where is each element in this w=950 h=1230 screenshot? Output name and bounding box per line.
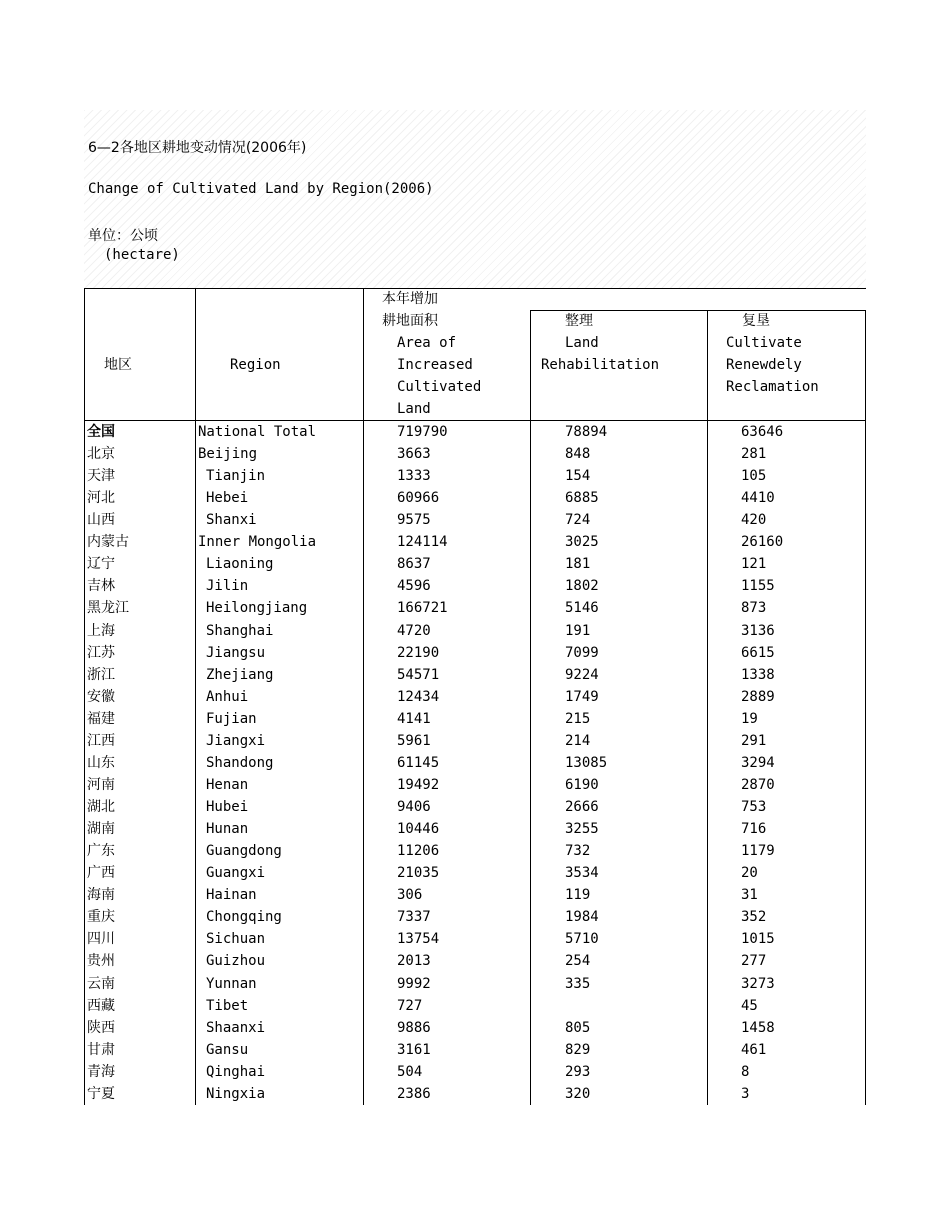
cell-rehab: 191 — [565, 622, 591, 639]
cell-region-en: Shandong — [206, 754, 274, 771]
table-top-border — [84, 288, 866, 289]
cell-recl: 277 — [741, 953, 767, 970]
cell-region-cn: 浙江 — [87, 666, 115, 683]
cell-rehab: 848 — [565, 446, 591, 463]
cell-rehab: 119 — [565, 887, 591, 904]
cell-area: 727 — [397, 997, 423, 1014]
cell-recl: 1155 — [741, 578, 775, 595]
cell-recl: 45 — [741, 997, 758, 1014]
cell-region-en: Yunnan — [206, 975, 257, 992]
cell-rehab: 254 — [565, 953, 591, 970]
cell-region-cn: 广东 — [87, 843, 115, 860]
cell-region-cn: 江苏 — [87, 644, 115, 661]
cell-recl: 1458 — [741, 1019, 775, 1036]
cell-area: 19492 — [397, 776, 440, 793]
cell-rehab: 2666 — [565, 799, 599, 816]
cell-recl: 121 — [741, 556, 767, 573]
cell-region-cn: 贵州 — [87, 953, 115, 970]
cell-region-cn: 重庆 — [87, 909, 115, 926]
cell-area: 54571 — [397, 666, 440, 683]
cell-rehab: 78894 — [565, 424, 608, 440]
cell-area: 3161 — [397, 1041, 431, 1058]
cell-recl: 281 — [741, 446, 767, 463]
cell-region-en: Henan — [206, 776, 249, 793]
cell-rehab: 805 — [565, 1019, 591, 1036]
header-region-cn: 地区 — [104, 357, 132, 373]
cell-area: 11206 — [397, 843, 440, 860]
cell-region-cn: 江西 — [87, 732, 115, 749]
cell-area: 1333 — [397, 468, 431, 485]
cell-region-en: Liaoning — [206, 556, 274, 573]
cell-recl: 1179 — [741, 843, 775, 860]
cell-region-en: Guangdong — [206, 843, 282, 860]
cell-region-en: Hainan — [206, 887, 257, 904]
cell-area: 2386 — [397, 1085, 431, 1102]
cell-rehab: 293 — [565, 1063, 591, 1080]
header-recl-cn: 复垦 — [742, 313, 770, 329]
cell-recl: 19 — [741, 710, 758, 727]
cell-recl: 26160 — [741, 534, 784, 551]
cell-region-en: Shanghai — [206, 622, 274, 639]
cell-rehab: 320 — [565, 1085, 591, 1102]
cell-region-cn: 青海 — [87, 1063, 115, 1080]
cell-rehab: 6885 — [565, 490, 599, 507]
cell-rehab: 154 — [565, 468, 591, 485]
cell-region-en: Inner Mongolia — [198, 534, 317, 551]
cell-recl: 6615 — [741, 644, 775, 661]
cell-recl: 3273 — [741, 975, 775, 992]
cell-recl: 3294 — [741, 754, 775, 771]
cell-recl: 2870 — [741, 776, 775, 793]
cell-area: 9992 — [397, 975, 431, 992]
cell-area: 7337 — [397, 909, 431, 926]
cell-region-cn: 上海 — [87, 622, 115, 639]
cell-region-en: Beijing — [198, 446, 258, 463]
cell-area: 9575 — [397, 512, 431, 529]
header-rehab-en-1: Land — [565, 335, 599, 351]
cell-region-cn: 河北 — [87, 490, 115, 507]
cell-region-cn: 甘肃 — [87, 1041, 115, 1058]
table-subtitle: Change of Cultivated Land by Region(2006) — [88, 181, 434, 197]
cell-rehab: 13085 — [565, 754, 608, 771]
cell-rehab: 7099 — [565, 644, 599, 661]
cell-area: 12434 — [397, 688, 440, 705]
cell-area: 10446 — [397, 821, 440, 838]
cell-region-en: Jilin — [206, 578, 249, 595]
cell-region-en: Shaanxi — [206, 1019, 266, 1036]
cell-recl: 20 — [741, 865, 758, 882]
cell-rehab: 1802 — [565, 578, 599, 595]
cell-region-en: Tibet — [206, 997, 249, 1014]
cell-rehab: 3255 — [565, 821, 599, 838]
cell-rehab: 215 — [565, 710, 591, 727]
header-area-en-4: Land — [397, 401, 431, 417]
cell-recl: 31 — [741, 887, 758, 904]
cell-recl: 1015 — [741, 931, 775, 948]
cell-rehab: 6190 — [565, 776, 599, 793]
cell-area: 4720 — [397, 622, 431, 639]
header-region-en: Region — [230, 357, 281, 373]
cell-region-en: Chongqing — [206, 909, 282, 926]
cell-area: 21035 — [397, 865, 440, 882]
cell-region-en: Jiangsu — [206, 644, 266, 661]
cell-area: 8637 — [397, 556, 431, 573]
cell-area: 2013 — [397, 953, 431, 970]
header-recl-en-2: Renewdely — [726, 357, 802, 373]
cell-area: 4596 — [397, 578, 431, 595]
cell-rehab: 9224 — [565, 666, 599, 683]
cell-recl: 420 — [741, 512, 767, 529]
cell-recl: 2889 — [741, 688, 775, 705]
cell-region-cn: 黑龙江 — [87, 600, 129, 617]
cell-region-en: Qinghai — [206, 1063, 266, 1080]
unit-label-cn: 单位：公顷 — [88, 228, 158, 244]
cell-region-en: Ningxia — [206, 1085, 266, 1102]
cell-recl: 105 — [741, 468, 767, 485]
cell-region-en: National Total — [198, 424, 317, 440]
cell-recl: 461 — [741, 1041, 767, 1058]
cell-area: 13754 — [397, 931, 440, 948]
header-recl-en-3: Reclamation — [726, 379, 819, 395]
cell-region-en: Hebei — [206, 490, 249, 507]
col-border-right — [865, 310, 866, 1105]
cell-area: 5961 — [397, 732, 431, 749]
table-title: 6—2各地区耕地变动情况(2006年) — [88, 140, 307, 156]
cell-region-en: Sichuan — [206, 931, 266, 948]
cell-recl: 3 — [741, 1085, 750, 1102]
cell-region-cn: 四川 — [87, 931, 115, 948]
cell-area: 4141 — [397, 710, 431, 727]
cell-recl: 8 — [741, 1063, 750, 1080]
col-border-left — [84, 288, 85, 1105]
cell-area: 504 — [397, 1063, 423, 1080]
cell-rehab: 829 — [565, 1041, 591, 1058]
cell-region-en: Zhejiang — [206, 666, 274, 683]
cell-region-en: Guizhou — [206, 953, 266, 970]
header-rehab-en-2: Rehabilitation — [541, 357, 660, 373]
cell-rehab: 3534 — [565, 865, 599, 882]
cell-rehab: 5146 — [565, 600, 599, 617]
cell-region-cn: 宁夏 — [87, 1085, 115, 1102]
header-area-en-1: Area of — [397, 335, 457, 351]
col-border-rehab — [530, 310, 531, 1105]
cell-region-en: Jiangxi — [206, 732, 266, 749]
cell-recl: 3136 — [741, 622, 775, 639]
cell-region-en: Tianjin — [206, 468, 266, 485]
cell-region-en: Shanxi — [206, 512, 257, 529]
cell-rehab: 181 — [565, 556, 591, 573]
cell-region-cn: 广西 — [87, 865, 115, 882]
cell-recl: 4410 — [741, 490, 775, 507]
cell-area: 60966 — [397, 490, 440, 507]
cell-recl: 753 — [741, 799, 767, 816]
cell-recl: 352 — [741, 909, 767, 926]
cell-region-en: Hunan — [206, 821, 249, 838]
cell-region-cn: 山东 — [87, 754, 115, 771]
header-area-cn-2: 耕地面积 — [382, 313, 438, 329]
col-border-region — [195, 288, 196, 1105]
cell-rehab: 335 — [565, 975, 591, 992]
cell-region-en: Heilongjiang — [206, 600, 308, 617]
cell-rehab: 1749 — [565, 688, 599, 705]
cell-region-cn: 吉林 — [87, 578, 115, 595]
cell-area: 61145 — [397, 754, 440, 771]
cell-region-cn: 北京 — [87, 446, 115, 463]
cell-region-cn: 辽宁 — [87, 556, 115, 573]
cell-area: 124114 — [397, 534, 448, 551]
cell-area: 3663 — [397, 446, 431, 463]
cell-region-cn: 湖南 — [87, 821, 115, 838]
cell-region-cn: 山西 — [87, 512, 115, 529]
header-area-en-3: Cultivated — [397, 379, 482, 395]
cell-rehab: 732 — [565, 843, 591, 860]
cell-area: 22190 — [397, 644, 440, 661]
cell-region-en: Gansu — [206, 1041, 249, 1058]
cell-rehab: 3025 — [565, 534, 599, 551]
cell-recl: 716 — [741, 821, 767, 838]
cell-region-cn: 海南 — [87, 887, 115, 904]
cell-region-cn: 安徽 — [87, 688, 115, 705]
col-border-recl — [707, 310, 708, 1105]
cell-region-cn: 河南 — [87, 776, 115, 793]
cell-region-en: Anhui — [206, 688, 249, 705]
cell-rehab: 1984 — [565, 909, 599, 926]
cell-region-cn: 西藏 — [87, 997, 115, 1014]
header-recl-en-1: Cultivate — [726, 335, 802, 351]
header-rehab-cn: 整理 — [565, 313, 593, 329]
cell-recl: 63646 — [741, 424, 784, 440]
cell-recl: 291 — [741, 732, 767, 749]
cell-rehab: 5710 — [565, 931, 599, 948]
cell-area: 9886 — [397, 1019, 431, 1036]
cell-region-cn: 陕西 — [87, 1019, 115, 1036]
cell-region-en: Fujian — [206, 710, 257, 727]
cell-region-cn: 内蒙古 — [87, 534, 129, 551]
cell-recl: 1338 — [741, 666, 775, 683]
cell-region-cn: 云南 — [87, 975, 115, 992]
cell-recl: 873 — [741, 600, 767, 617]
col-border-area — [363, 288, 364, 1105]
cell-rehab: 214 — [565, 732, 591, 749]
cell-area: 9406 — [397, 799, 431, 816]
cell-region-cn: 湖北 — [87, 799, 115, 816]
cell-region-en: Hubei — [206, 799, 249, 816]
header-area-en-2: Increased — [397, 357, 473, 373]
cell-region-en: Guangxi — [206, 865, 266, 882]
cell-area: 166721 — [397, 600, 448, 617]
cell-region-cn: 全国 — [87, 424, 115, 440]
data-table — [84, 288, 866, 1105]
header-area-cn-1: 本年增加 — [382, 291, 438, 307]
cell-region-cn: 福建 — [87, 710, 115, 727]
cell-rehab: 724 — [565, 512, 591, 529]
unit-label-en: (hectare) — [104, 247, 180, 263]
cell-region-cn: 天津 — [87, 468, 115, 485]
cell-area: 306 — [397, 887, 423, 904]
cell-area: 719790 — [397, 424, 448, 440]
